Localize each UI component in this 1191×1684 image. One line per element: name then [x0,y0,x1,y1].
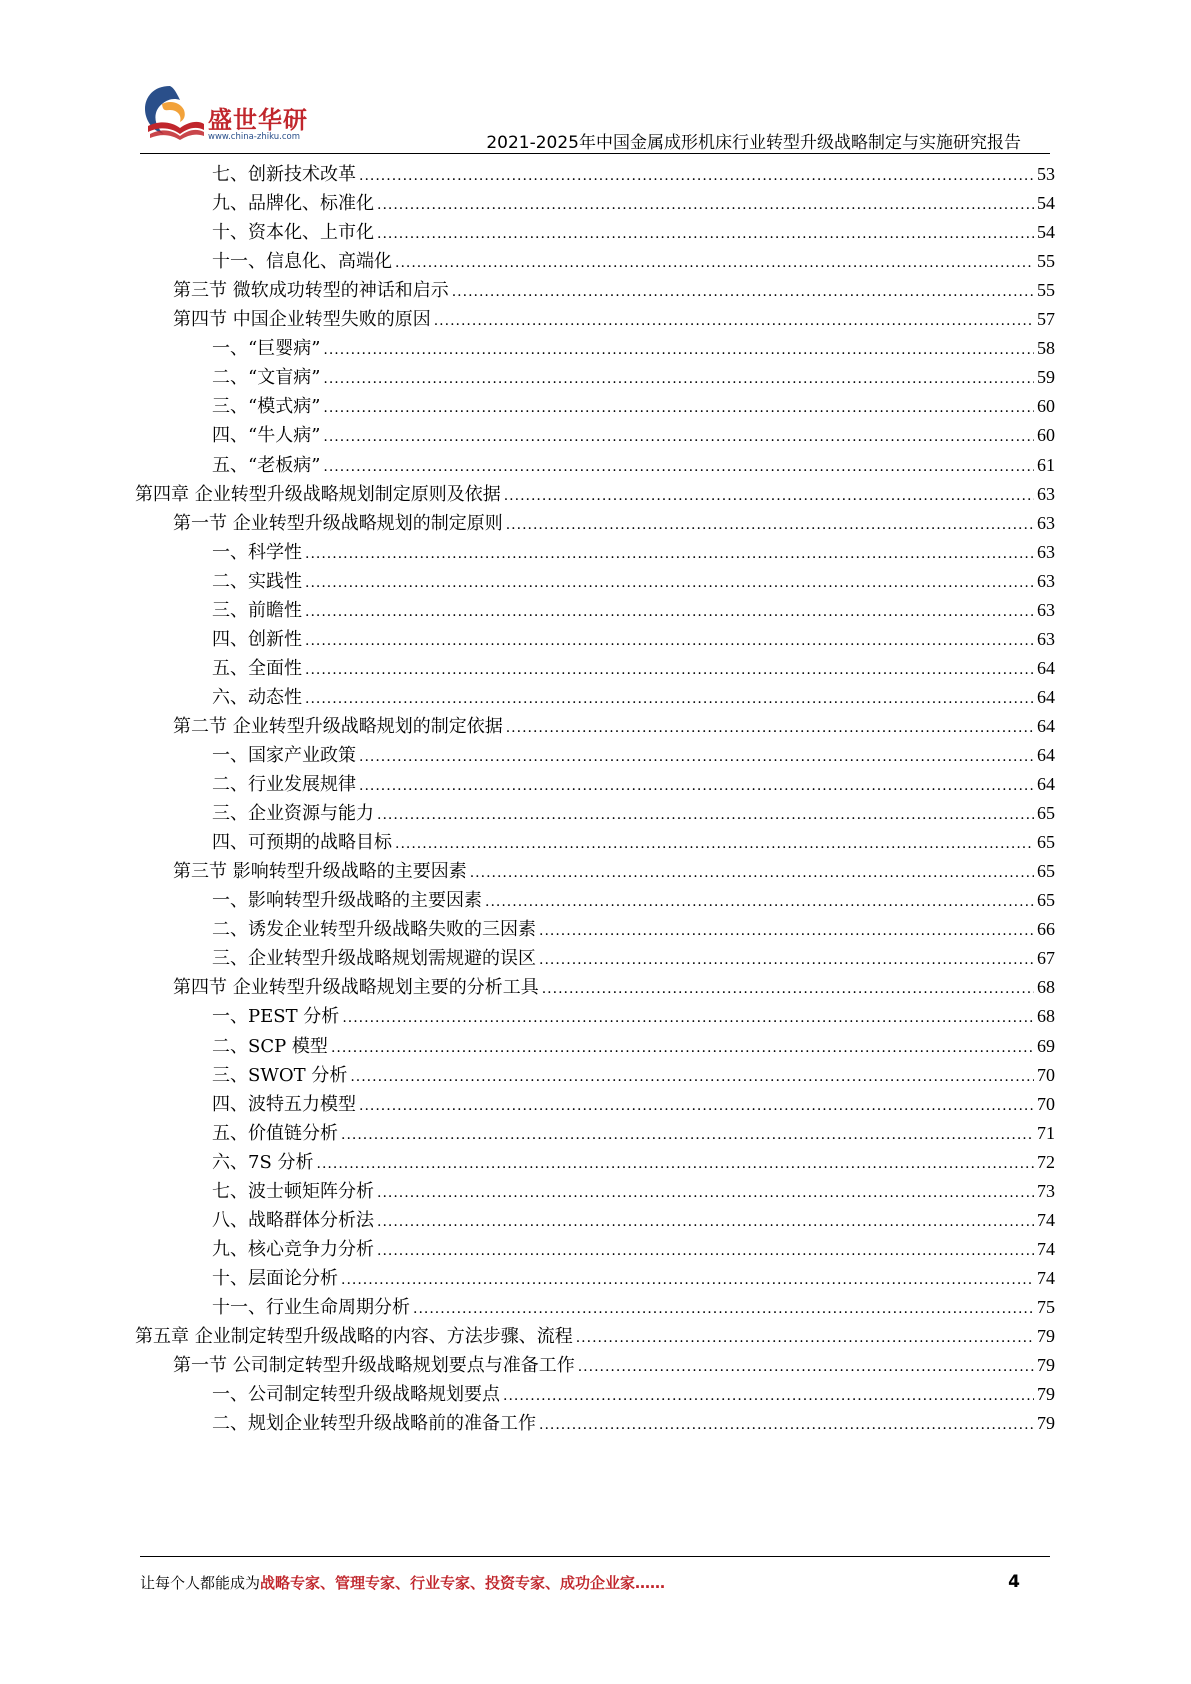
toc-entry-page: 74 [1037,1238,1055,1259]
toc-dot-leader [434,306,1034,336]
toc-entry-page: 64 [1037,745,1055,765]
toc-entry-label: 第一节 公司制定转型升级战略规划要点与准备工作 [173,1355,575,1377]
toc-entry[interactable] [212,333,1055,363]
toc-entry[interactable] [212,159,1055,189]
toc-entry-label: 十、层面论分析 [212,1267,338,1289]
toc-entry-page: 60 [1037,425,1055,446]
toc-entry[interactable] [212,420,1055,450]
toc-dot-leader [359,742,1034,772]
toc-entry-label: 一、公司制定转型升级战略规划要点 [212,1384,500,1406]
toc-entry-label: 十一、信息化、高端化 [212,251,392,273]
toc-entry-page: 63 [1037,599,1055,620]
toc-entry[interactable] [212,217,1055,247]
toc-dot-leader [485,887,1034,917]
toc-dot-leader [359,1091,1034,1121]
toc-entry[interactable] [173,856,1055,886]
toc-entry-label: 二、诱发企业转型升级战略失败的三因素 [212,919,536,941]
toc-dot-leader [576,1323,1034,1353]
toc-entry[interactable] [135,479,1055,509]
toc-dot-leader [377,219,1034,249]
toc-entry-page: 67 [1037,948,1055,969]
toc-dot-leader [350,1062,1034,1092]
toc-entry-label: 第四节 企业转型升级战略规划主要的分析工具 [173,977,539,999]
toc-entry[interactable] [212,1205,1055,1235]
toc-entry[interactable] [173,275,1055,305]
toc-entry[interactable] [212,537,1055,567]
toc-entry-label: 十、资本化、上市化 [212,222,374,244]
toc-entry-label: 六、7S 分析 [212,1151,314,1173]
toc-entry-label: 第二节 企业转型升级战略规划的制定依据 [173,715,503,737]
toc-entry-label: 四、创新性 [212,628,302,650]
logo-url: www.china-zhiku.com [208,132,300,142]
toc-entry-page: 54 [1037,193,1055,214]
toc-dot-leader [506,713,1034,743]
toc-dot-leader [377,800,1034,830]
toc-dot-leader [452,277,1034,307]
toc-entry-page: 70 [1037,1093,1055,1114]
toc-entry[interactable] [212,1379,1055,1409]
toc-dot-leader [305,568,1034,598]
toc-entry[interactable] [212,188,1055,218]
toc-entry[interactable] [212,1060,1055,1090]
toc-entry-page: 63 [1037,628,1055,649]
toc-entry-page: 53 [1037,164,1055,184]
toc-dot-leader [305,539,1034,569]
toc-entry-page: 57 [1037,309,1055,330]
toc-entry[interactable] [135,1321,1055,1351]
page-footer [140,1572,1050,1602]
toc-dot-leader [305,684,1034,714]
toc-entry-page: 63 [1037,541,1055,562]
toc-entry-page: 64 [1037,715,1055,736]
toc-entry-page: 71 [1037,1122,1055,1143]
toc-entry-label: 第四章 企业转型升级战略规划制定原则及依据 [135,483,501,505]
toc-dot-leader [331,1033,1034,1063]
footer-divider [140,1556,1050,1557]
toc-entry-page: 64 [1037,774,1055,795]
toc-dot-leader [539,916,1034,946]
toc-entry-page: 70 [1037,1064,1055,1085]
toc-entry[interactable] [212,682,1055,712]
toc-dot-leader [305,655,1034,685]
toc-entry[interactable] [212,246,1055,276]
toc-dot-leader [377,190,1034,220]
toc-entry-page: 74 [1037,1209,1055,1230]
toc-dot-leader [305,626,1034,656]
toc-entry-page: 60 [1037,396,1055,417]
toc-entry[interactable] [212,653,1055,683]
toc-entry-label: 五、全面性 [212,657,302,679]
company-logo [140,82,315,152]
toc-dot-leader [413,1294,1034,1324]
toc-dot-leader [317,1149,1034,1179]
toc-dot-leader [578,1352,1034,1382]
toc-entry[interactable] [212,566,1055,596]
header-divider [140,153,1050,154]
toc-entry-label: 九、核心竞争力分析 [212,1238,374,1260]
toc-entry[interactable] [212,1089,1055,1119]
toc-entry[interactable] [173,972,1055,1002]
toc-entry-label: 三、前瞻性 [212,599,302,621]
toc-entry[interactable] [173,304,1055,334]
toc-entry-label: 一、科学性 [212,541,302,563]
toc-entry-page: 64 [1037,686,1055,707]
toc-dot-leader [542,974,1034,1004]
toc-entry-label: 一、国家产业政策 [212,745,356,766]
toc-entry-label: 第三节 微软成功转型的神话和启示 [173,280,449,302]
toc-entry-label: 第三节 影响转型升级战略的主要因素 [173,861,467,883]
footer-slogan [140,1572,665,1593]
toc-entry-page: 63 [1037,512,1055,533]
slogan-highlight: 战略专家、管理专家、行业专家、投资专家、成功企业家…… [260,1574,666,1592]
toc-entry-page: 69 [1037,1035,1055,1056]
toc-dot-leader [506,510,1034,540]
toc-entry-label: 三、“模式病” [212,396,321,418]
toc-entry[interactable] [212,1031,1055,1061]
slogan-prefix: 让每个人都能成为 [140,1574,261,1592]
toc-dot-leader [377,1207,1034,1237]
toc-entry-page: 65 [1037,803,1055,824]
toc-entry-page: 54 [1037,222,1055,243]
toc-dot-leader [395,248,1034,278]
toc-entry[interactable] [212,391,1055,421]
toc-entry-label: 第四节 中国企业转型失败的原因 [173,309,431,331]
toc-dot-leader [341,1120,1034,1150]
toc-entry[interactable] [212,798,1055,828]
toc-entry-label: 四、可预期的战略目标 [212,832,392,854]
toc-entry-page: 73 [1037,1180,1055,1201]
toc-entry[interactable] [212,1292,1055,1322]
toc-entry-page: 63 [1037,570,1055,591]
toc-entry-label: 六、动态性 [212,686,302,708]
toc-entry[interactable] [212,1234,1055,1264]
toc-entry[interactable] [212,1001,1055,1031]
page-number: 4 [1008,1572,1020,1592]
toc-entry-page: 66 [1037,919,1055,940]
toc-entry-page: 72 [1037,1151,1055,1172]
toc-entry[interactable] [212,885,1055,915]
toc-entry[interactable] [212,624,1055,654]
toc-entry-page: 65 [1037,832,1055,853]
toc-dot-leader [323,422,1034,452]
toc-dot-leader [359,771,1034,801]
toc-entry-page: 55 [1037,251,1055,272]
toc-dot-leader [323,452,1034,482]
toc-dot-leader [377,1178,1034,1208]
toc-entry-page: 59 [1037,367,1055,388]
report-title: 2021-2025年中国金属成形机床行业转型升级战略制定与实施研究报告 [486,133,1021,153]
toc-dot-leader [323,393,1034,423]
toc-entry-page: 68 [1037,1006,1055,1027]
toc-entry-page: 79 [1037,1355,1055,1376]
toc-dot-leader [323,335,1034,365]
toc-entry-label: 三、SWOT 分析 [212,1064,348,1086]
toc-entry[interactable] [173,508,1055,538]
toc-entry-page: 63 [1037,483,1055,504]
toc-entry-page: 65 [1037,861,1055,882]
toc-entry-page: 68 [1037,977,1055,998]
toc-entry-label: 第一节 企业转型升级战略规划的制定原则 [173,512,503,534]
toc-entry-label: 八、战略群体分析法 [212,1209,374,1231]
toc-entry-page: 61 [1037,454,1055,475]
toc-entry-label: 七、波士顿矩阵分析 [212,1180,374,1202]
toc-entry-label: 九、品牌化、标准化 [212,193,374,215]
toc-entry[interactable] [212,1118,1055,1148]
toc-entry-label: 三、企业转型升级战略规划需规避的误区 [212,948,536,970]
toc-entry-label: 二、实践性 [212,570,302,592]
toc-entry-page: 64 [1037,657,1055,678]
toc-entry-label: 五、“老板病” [212,454,321,476]
toc-dot-leader [539,945,1034,975]
toc-entry-page: 75 [1037,1296,1055,1317]
toc-entry[interactable] [212,740,1055,770]
toc-entry-label: 五、价值链分析 [212,1122,338,1144]
toc-dot-leader [395,829,1034,859]
toc-entry[interactable] [173,1350,1055,1380]
toc-entry[interactable] [212,769,1055,799]
toc-entry-label: 二、规划企业转型升级战略前的准备工作 [212,1413,536,1435]
toc-entry-label: 四、“牛人病” [212,425,321,447]
toc-entry[interactable] [212,450,1055,480]
toc-entry-page: 79 [1037,1384,1055,1405]
toc-entry[interactable] [212,943,1055,973]
page-header [0,0,1191,152]
toc-dot-leader [470,858,1034,888]
book-swoosh-icon [140,82,206,144]
logo-text: 盛世华研 [208,106,308,134]
toc-entry-label: 三、企业资源与能力 [212,803,374,825]
toc-entry-page: 65 [1037,890,1055,911]
toc-dot-leader [341,1265,1034,1295]
toc-entry-page: 74 [1037,1267,1055,1288]
toc-entry-label: 七、创新技术改革 [212,164,356,185]
toc-dot-leader [323,364,1034,394]
toc-entry-label: 二、行业发展规律 [212,774,356,796]
toc-entry-label: 一、PEST 分析 [212,1006,340,1028]
toc-entry-page: 58 [1037,338,1055,359]
toc-entry-page: 79 [1037,1413,1055,1434]
toc-dot-leader [377,1236,1034,1266]
toc-entry-label: 十一、行业生命周期分析 [212,1296,410,1318]
toc-entry[interactable] [212,827,1055,857]
toc-entry[interactable] [173,711,1055,741]
toc-dot-leader [359,161,1034,191]
toc-entry-label: 一、“巨婴病” [212,338,321,360]
toc-entry[interactable] [212,362,1055,392]
toc-entry-page: 79 [1037,1326,1055,1346]
toc-dot-leader [504,481,1034,511]
toc-entry-label: 二、“文盲病” [212,367,321,389]
toc-dot-leader [305,597,1034,627]
toc-dot-leader [342,1003,1034,1033]
toc-entry[interactable] [212,1176,1055,1206]
toc-entry[interactable] [212,914,1055,944]
toc-entry-label: 一、影响转型升级战略的主要因素 [212,890,482,912]
toc-entry-label: 第五章 企业制定转型升级战略的内容、方法步骤、流程 [135,1326,573,1347]
toc-entry[interactable] [212,595,1055,625]
toc-entry[interactable] [212,1263,1055,1293]
toc-entry-page: 55 [1037,280,1055,301]
toc-entry[interactable] [212,1147,1055,1177]
toc-dot-leader [503,1381,1034,1411]
toc-entry-label: 二、SCP 模型 [212,1035,328,1057]
toc-dot-leader [539,1410,1034,1440]
toc-entry[interactable] [212,1408,1055,1438]
toc-entry-label: 四、波特五力模型 [212,1093,356,1115]
